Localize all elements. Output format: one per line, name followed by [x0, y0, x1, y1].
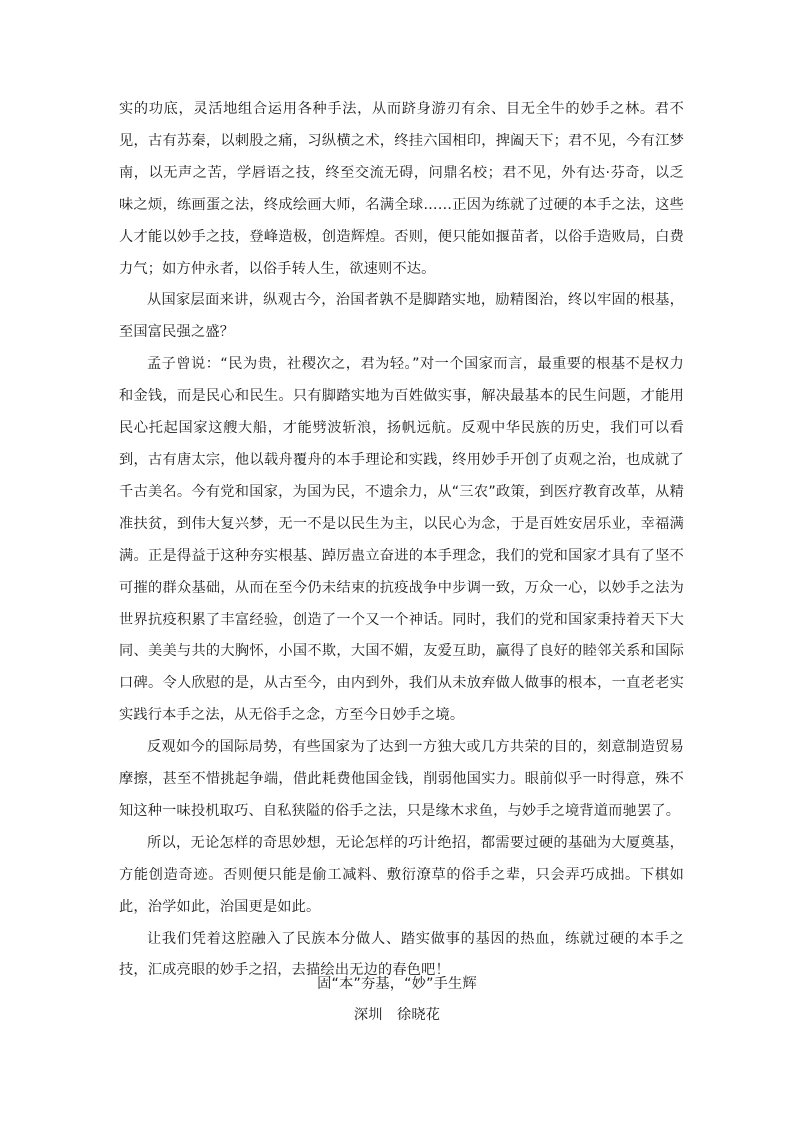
essay-author: 深圳 徐晓花 [353, 1007, 441, 1023]
essay-paragraph-3: 孟子曾说：“民为贵，社稷次之，君为轻。”对一个国家而言，最重要的根基不是权力和金钱，而是民心和民生。只有脚踏实地为百姓做实事，解决最基本的民生问题，才能用民心托起国家这艘大船，才能劈波斩浪，扬帆远航。反观中华民族的历史，我们可以看到，古有唐太宗，他以载舟覆舟的本手理论和实践，终用妙手开创了贞观之治，也成就了千古美名。今有党和国家，为国为民，不遗余力，从“三农”政策，到医疗教育改革，从精准扶贫，到伟大复兴梦，无一不是以民生为主，以民心为念，于是百姓安居乐业，幸福满满。正是得益于这种夯实根基、踔厉蛊立奋进的本手理念，我们的党和国家才具有了坚不可摧的群众基础，从而在至今仍未结束的抗疫战争中步调一致，万众一心，以妙手之法为世界抗疫积累了丰富经验，创造了一个又一个神话。同时，我们的党和国家秉持着天下大同、美美与共的大胸怀，小国不欺，大国不媚，友爱互助，赢得了良好的睦邻关系和国际口碑。令人欣慰的是，从古至今，由内到外，我们从未放弃做人做事的根本，一直老老实实践行本手之法，从无俗手之念，方至今日妙手之境。 [119, 356, 684, 724]
essay-paragraph-6: 让我们凭着这腔融入了民族本分做人、踏实做事的基因的热血，练就过硬的本手之技，汇成亮眼的妙手之招，去描绘出无边的春色吧！ [119, 930, 684, 979]
essay-paragraph-2: 从国家层面来讲，纵观古今，治国者孰不是脚踏实地，励精图治，终以牢固的根基，至国富民强之盛？ [119, 292, 684, 341]
essay-title: 固“本”夯基，“妙”手生辉 [317, 976, 477, 992]
essay-paragraph-1: 实的功底，灵活地组合运用各种手法，从而跻身游刃有余、目无全牛的妙手之林。君不见，古有苏秦，以刺股之痛，习纵横之术，终挂六国相印，捭阖天下；君不见，今有江梦南，以无声之苦，学唇语之技，终至交流无碍，问鼎名校；君不见，外有达·芬奇，以乏味之烦，练画蛋之法，终成绘画大师，名满全球……正因为练就了过硬的本手之法，这些人才能以妙手之技，登峰造极，创造辉煌。否则，便只能如揠苗者，以俗手造败局，白费力气；如方仲永者，以俗手转人生，欲速则不达。 [119, 101, 684, 277]
essay-paragraph-5: 所以，无论怎样的奇思妙想，无论怎样的巧计绝招，都需要过硬的基础为大厦奠基，方能创造奇迹。否则便只能是偷工减料、敷衍潦草的俗手之辈，只会弄巧成拙。下棋如此，治学如此，治国更是如此。 [119, 834, 684, 915]
essay-body [119, 94, 684, 987]
essay-paragraph-4: 反观如今的国际局势，有些国家为了达到一方独大或几方共荣的目的，刻意制造贸易摩擦，甚至不惜挑起争端，借此耗费他国金钱，削弱他国实力。眼前似乎一时得意，殊不知这种一味投机取巧、自私狭隘的俗手之法，只是缘木求鱼，与妙手之境背道而驰罢了。 [119, 739, 684, 819]
